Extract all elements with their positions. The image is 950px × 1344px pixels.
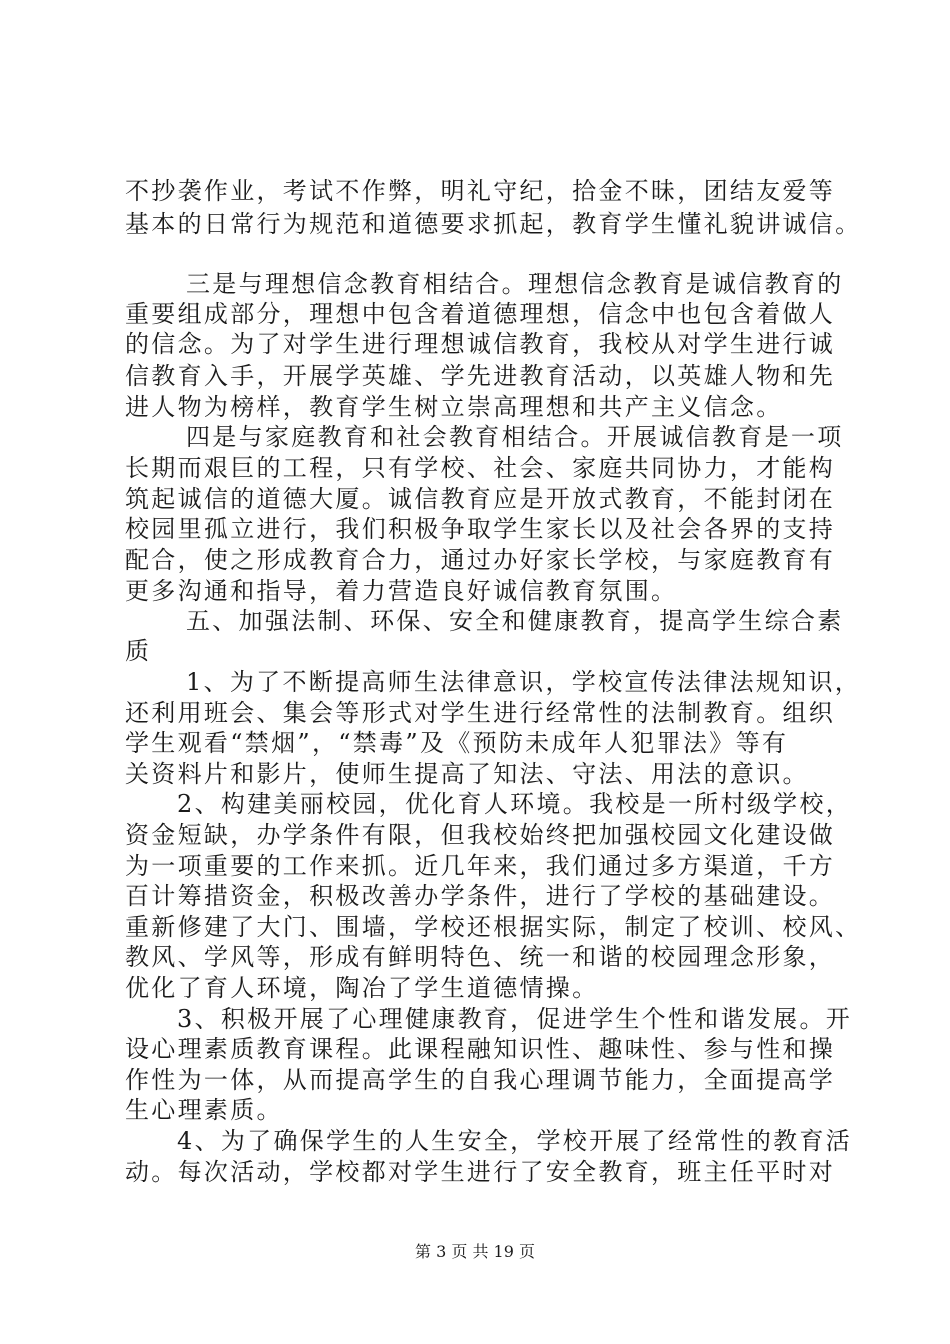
body-line: 校园里孤立进行，我们积极争取学生家长以及社会各界的支持 (125, 515, 836, 543)
body-line: 三是与理想信念教育相结合。理想信念教育是诚信教育的 (186, 270, 844, 298)
body-line: 重要组成部分，理想中包含着道德理想，信念中也包含着做人 (125, 300, 836, 328)
body-line: 进人物为榜样，教育学生树立崇高理想和共产主义信念。 (125, 393, 783, 421)
body-line: 百计筹措资金，积极改善办学条件，进行了学校的基础建设。 (125, 882, 836, 910)
body-line: 资金短缺，办学条件有限，但我校始终把加强校园文化建设做 (125, 821, 836, 849)
body-line: 不抄袭作业，考试不作弊，明礼守纪，拾金不昧，团结友爱等 (125, 177, 836, 205)
body-line: 更多沟通和指导，着力营造良好诚信教育氛围。 (125, 577, 678, 605)
body-line: 1、为了不断提高师生法律意识，学校宣传法律法规知识， (186, 668, 862, 696)
body-line: 长期而艰巨的工程，只有学校、社会、家庭共同协力，才能构 (125, 454, 836, 482)
body-line: 的信念。为了对学生进行理想诚信教育，我校从对学生进行诚 (125, 330, 836, 358)
body-line: 4、为了确保学生的人生安全，学校开展了经常性的教育活 (177, 1127, 853, 1155)
body-line: 教风、学风等，形成有鲜明特色、统一和谐的校园理念形象， (125, 943, 836, 971)
body-line: 2、构建美丽校园，优化育人环境。我校是一所村级学校， (177, 790, 853, 818)
section-heading: 质 (125, 637, 152, 665)
body-line: 动。每次活动，学校都对学生进行了安全教育，班主任平时对 (125, 1158, 836, 1186)
body-line: 设心理素质教育课程。此课程融知识性、趣味性、参与性和操 (125, 1035, 836, 1063)
body-line: 基本的日常行为规范和道德要求抓起，教育学生懂礼貌讲诚信。 (125, 210, 862, 238)
body-line: 优化了育人环境，陶冶了学生道德情操。 (125, 974, 599, 1002)
body-line: 配合，使之形成教育合力，通过办好家长学校，与家庭教育有 (125, 546, 836, 574)
body-line: 筑起诚信的道德大厦。诚信教育应是开放式教育，不能封闭在 (125, 485, 836, 513)
body-line: 重新修建了大门、围墙，学校还根据实际，制定了校训、校风、 (125, 913, 862, 941)
body-line: 信教育入手，开展学英雄、学先进教育活动，以英雄人物和先 (125, 362, 836, 390)
body-line: 作性为一体，从而提高学生的自我心理调节能力，全面提高学 (125, 1066, 836, 1094)
body-line: 关资料片和影片，使师生提高了知法、守法、用法的意识。 (125, 760, 809, 788)
section-heading: 五、加强法制、环保、安全和健康教育，提高学生综合素 (186, 607, 844, 635)
body-line: 3、积极开展了心理健康教育，促进学生个性和谐发展。开 (177, 1005, 853, 1033)
body-line: 学生观看“禁烟”，“禁毒”及《预防未成年人犯罪法》等有 (125, 729, 789, 757)
body-line: 四是与家庭教育和社会教育相结合。开展诚信教育是一项 (186, 423, 844, 451)
body-line: 还利用班会、集会等形式对学生进行经常性的法制教育。组织 (125, 699, 836, 727)
body-line: 为一项重要的工作来抓。近几年来，我们通过多方渠道，千方 (125, 852, 836, 880)
body-line: 生心理素质。 (125, 1096, 283, 1124)
page-number-footer: 第 3 页 共 19 页 (415, 1242, 535, 1261)
